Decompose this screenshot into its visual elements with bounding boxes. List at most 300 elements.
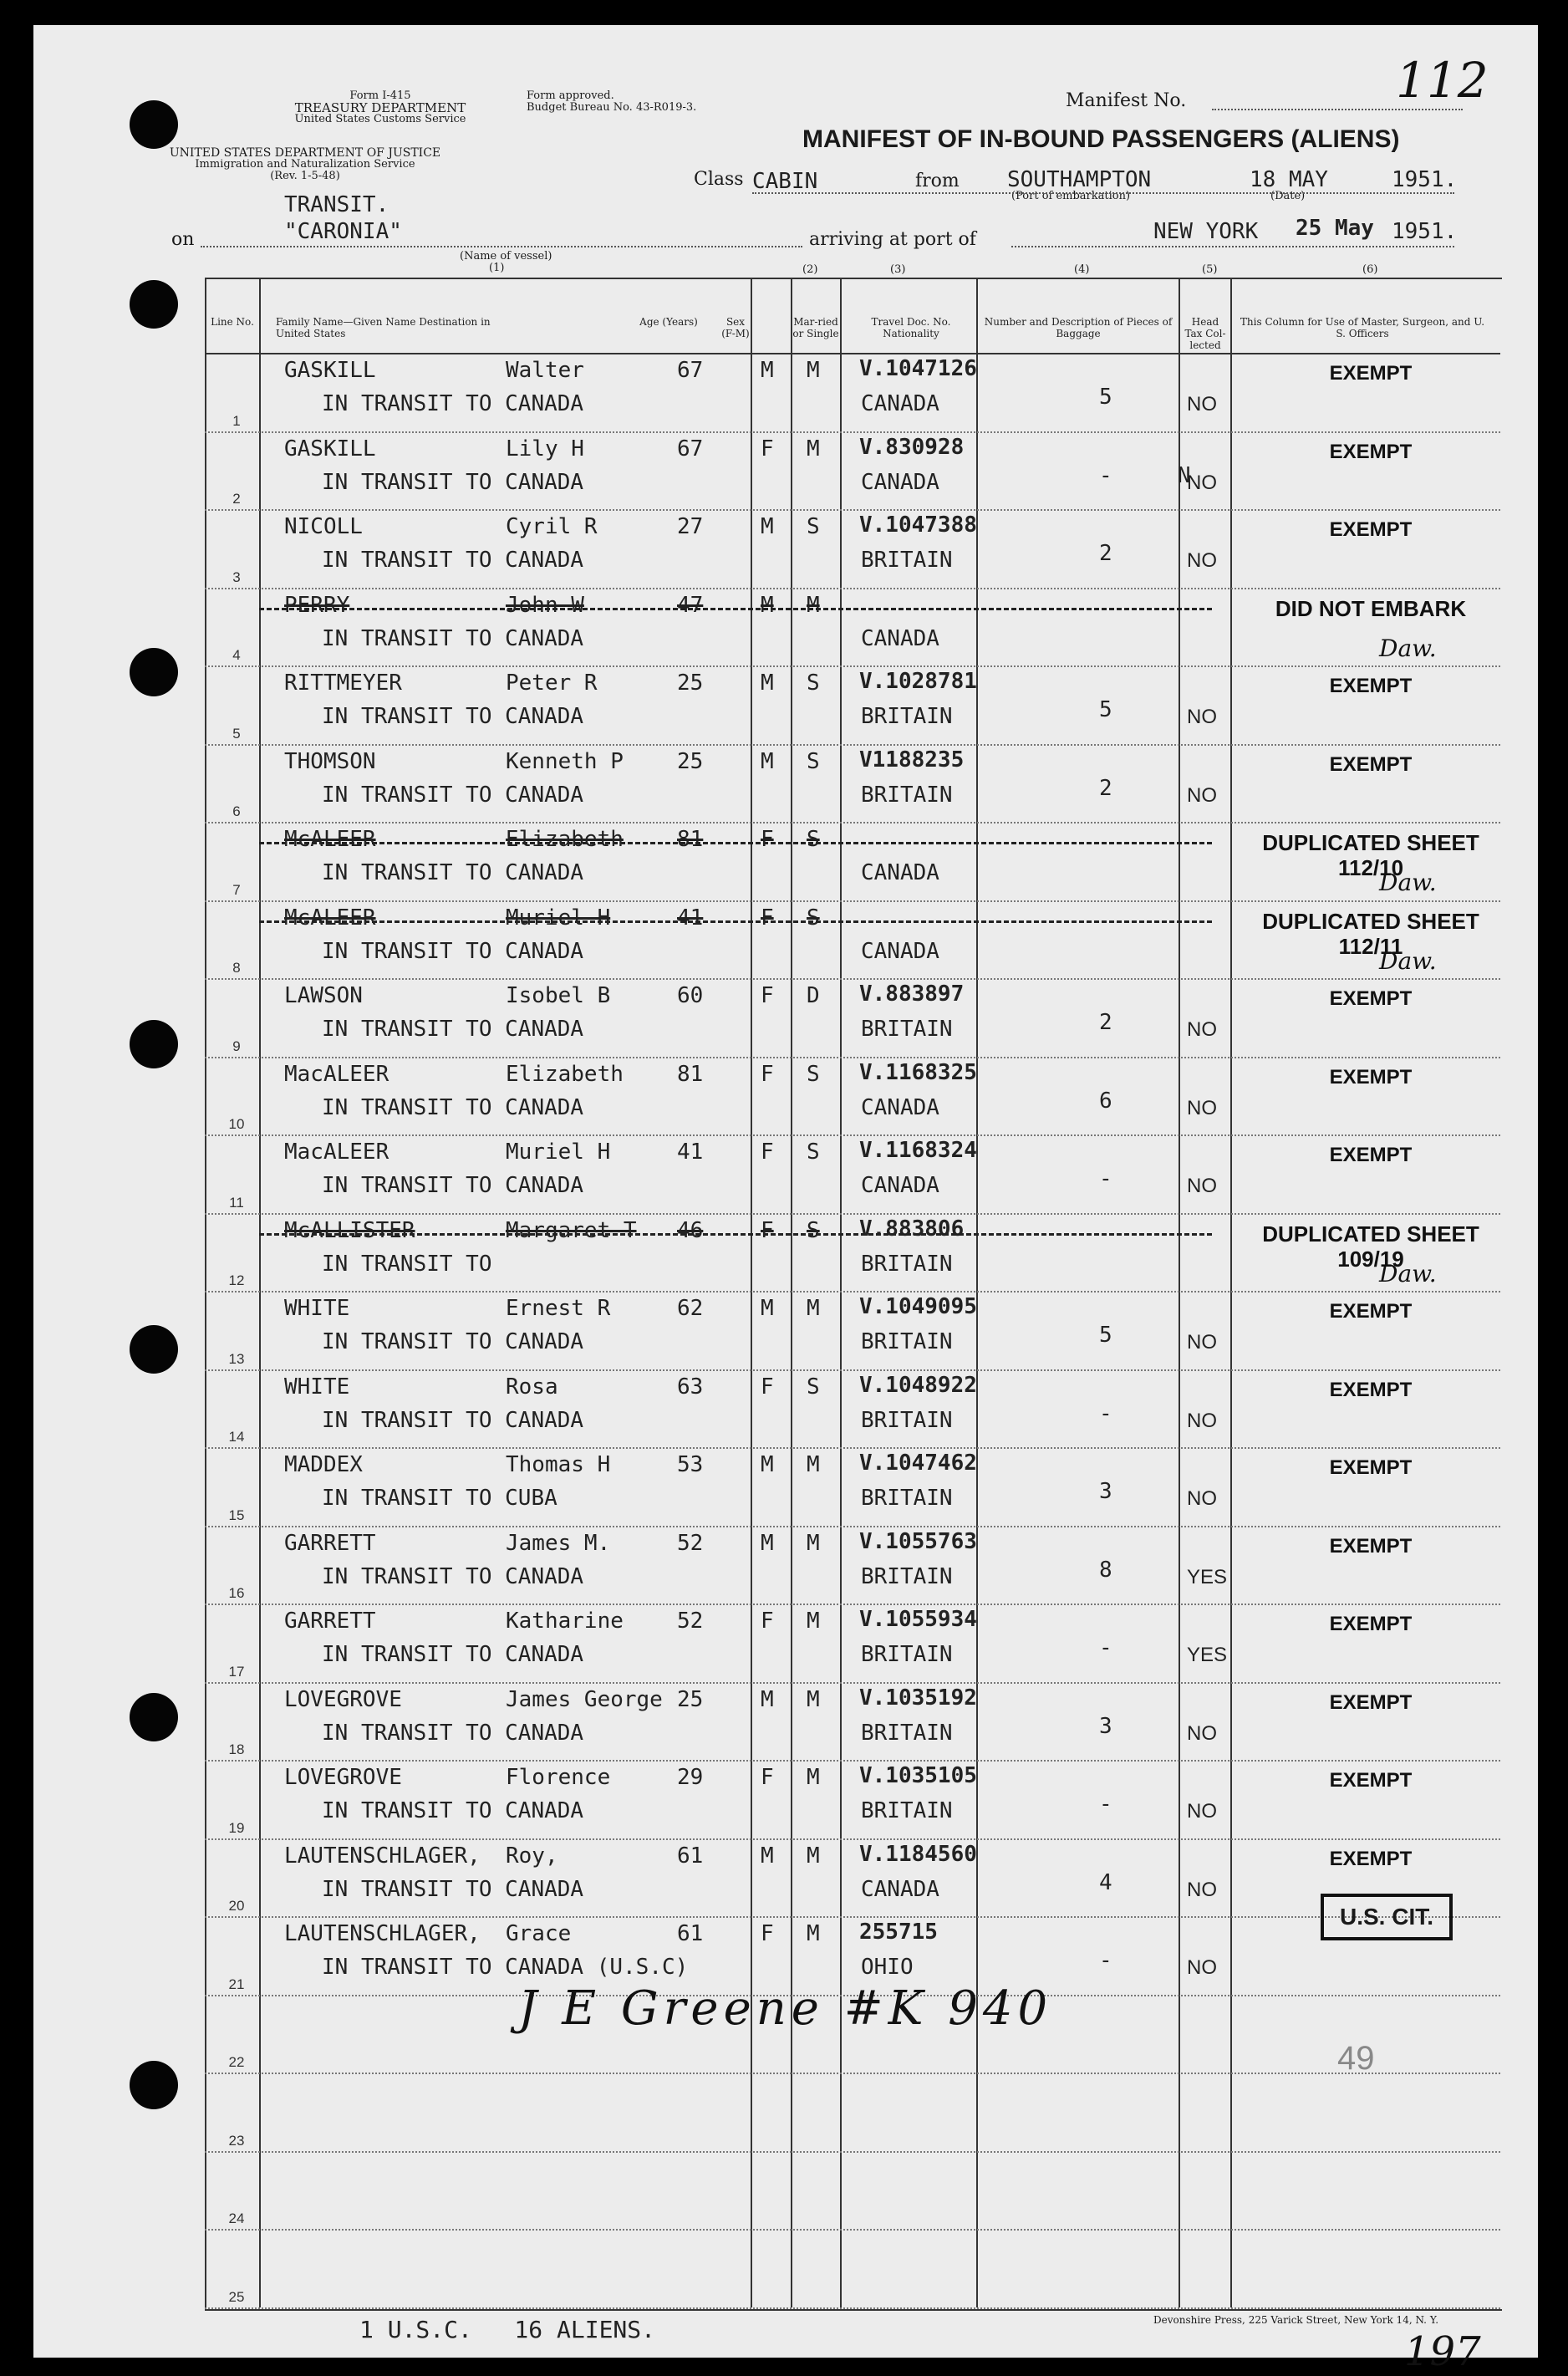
travel-doc-number: V.1047388 (859, 512, 977, 538)
age: 67 (677, 358, 704, 383)
nationality: BRITAIN (861, 548, 953, 573)
age: 25 (677, 670, 704, 696)
travel-doc-number: V.1055934 (859, 1607, 977, 1632)
officer-note: EXEMPT (1329, 1769, 1413, 1792)
travel-doc-number: V.1035105 (859, 1763, 977, 1788)
travel-doc-number: V1188235 (859, 747, 965, 772)
destination: IN TRANSIT TO CANADA (322, 1329, 584, 1354)
row-divider (205, 1213, 1500, 1215)
binder-hole (130, 1693, 178, 1741)
given-name: James George (506, 1686, 663, 1712)
form-revision: (Rev. 1-5-48) (270, 170, 340, 182)
col-divider (259, 278, 261, 2307)
nationality: BRITAIN (861, 1329, 953, 1354)
manifest-number: 112 (1396, 52, 1489, 109)
sex: M (761, 1843, 774, 1869)
baggage-count: - (1099, 1400, 1112, 1426)
given-name: Isobel B (506, 983, 611, 1008)
manifest-summary: 1 U.S.C. 16 ALIENS. (359, 2316, 656, 2343)
officer-initials: Daw. (1379, 869, 1437, 896)
given-name: Kenneth P (506, 748, 624, 774)
marital-status: M (807, 592, 820, 618)
travel-doc-number: V.1047126 (859, 356, 977, 381)
sex: M (761, 358, 774, 383)
destination: IN TRANSIT TO CANADA (322, 1017, 584, 1042)
port-embarkation-label: (Port of embarkation) (1011, 190, 1131, 202)
column-1-number: (1) (489, 262, 505, 274)
col-header-head-tax: Head Tax Col-lected (1184, 316, 1226, 351)
row-divider (205, 2229, 1500, 2231)
destination: IN TRANSIT TO CANADA (322, 1798, 584, 1823)
head-tax: NO (1187, 1878, 1217, 1901)
departure-date: 18 MAY (1250, 167, 1328, 192)
travel-doc-number: V.1168324 (859, 1138, 977, 1163)
class-label: Class (694, 169, 744, 190)
nationality: BRITAIN (861, 704, 953, 729)
row-divider (205, 509, 1500, 511)
given-name: Lily H (506, 436, 584, 461)
sex: F (761, 905, 774, 931)
baggage-count: 2 (1099, 541, 1112, 566)
destination: IN TRANSIT TO CANADA (U.S.C) (322, 1955, 689, 1980)
from-label: from (915, 171, 960, 191)
destination: IN TRANSIT TO CANADA (322, 625, 584, 651)
officer-note: EXEMPT (1329, 1378, 1413, 1401)
customs-service: United States Customs Service (294, 113, 466, 125)
officer-initials: Daw. (1379, 1259, 1437, 1287)
nationality: BRITAIN (861, 1251, 953, 1277)
col-divider (1230, 278, 1232, 2307)
line-number: 20 (228, 1898, 245, 1914)
marital-status: M (807, 1530, 820, 1556)
line-number: 21 (228, 1976, 245, 1992)
destination: IN TRANSIT TO CANADA (322, 1642, 584, 1667)
marital-status: S (807, 670, 820, 696)
destination: IN TRANSIT TO CANADA (322, 548, 584, 573)
destination: IN TRANSIT TO CANADA (322, 469, 584, 495)
line-number: 14 (228, 1429, 245, 1445)
col-header-travel-doc: Travel Doc. No. Nationality (871, 316, 951, 339)
age: 67 (677, 436, 704, 461)
baggage-count: 5 (1099, 385, 1112, 410)
marital-status: M (807, 1843, 820, 1869)
head-tax: NO (1187, 1331, 1217, 1354)
row-divider (205, 1838, 1500, 1840)
head-tax: NO (1187, 1487, 1217, 1510)
page-mark: 197 (1404, 2328, 1481, 2375)
date-label: (Date) (1270, 190, 1306, 202)
row-divider (205, 2307, 1500, 2309)
destination: IN TRANSIT TO CANADA (322, 1563, 584, 1589)
travel-doc-number: V.883897 (859, 982, 965, 1007)
line-number: 15 (228, 1507, 245, 1523)
age: 25 (677, 1686, 704, 1712)
nationality: CANADA (861, 391, 939, 416)
on-label: on (171, 229, 195, 250)
marital-status: S (807, 1061, 820, 1087)
nationality: BRITAIN (861, 1720, 953, 1746)
line-number: 13 (228, 1350, 245, 1367)
row-divider (205, 1604, 1500, 1605)
age: 41 (677, 905, 704, 931)
column-5-number: (5) (1202, 263, 1218, 276)
row-divider (205, 588, 1500, 589)
age: 47 (677, 592, 704, 618)
line-number: 7 (232, 881, 241, 898)
given-name: Margaret T (506, 1217, 637, 1243)
column-4-number: (4) (1074, 263, 1090, 276)
family-name: WHITE (284, 1296, 350, 1321)
baggage-count: 2 (1099, 775, 1112, 801)
destination: IN TRANSIT TO CANADA (322, 1407, 584, 1433)
family-name: LAWSON (284, 983, 363, 1008)
age: 63 (677, 1374, 704, 1400)
nationality: BRITAIN (861, 1798, 953, 1823)
baggage-count: 8 (1099, 1557, 1112, 1583)
age: 53 (677, 1452, 704, 1477)
row-divider (205, 744, 1500, 746)
binder-hole (130, 648, 178, 696)
line-number: 24 (228, 2210, 245, 2226)
family-name: RITTMEYER (284, 670, 402, 696)
row-divider (205, 1134, 1500, 1136)
marital-status: M (807, 1921, 820, 1946)
sex: F (761, 1061, 774, 1087)
given-name: Thomas H (506, 1452, 611, 1477)
sex: F (761, 1374, 774, 1400)
family-name: WHITE (284, 1374, 350, 1400)
line-number: 3 (232, 569, 241, 585)
nationality: BRITAIN (861, 782, 953, 808)
binder-hole (130, 1325, 178, 1374)
baggage-count: 2 (1099, 1010, 1112, 1035)
marital-status: M (807, 1452, 820, 1477)
marital-status: D (807, 983, 820, 1008)
family-name: MacALEER (284, 1061, 389, 1087)
officer-note: EXEMPT (1329, 1456, 1413, 1479)
baggage-count: 3 (1099, 1479, 1112, 1504)
row-divider (205, 1057, 1500, 1058)
baggage-count: 5 (1099, 697, 1112, 722)
travel-doc-number: V.1168325 (859, 1059, 977, 1085)
age: 52 (677, 1530, 704, 1556)
age: 52 (677, 1609, 704, 1634)
ins-service: Immigration and Naturalization Service (195, 158, 415, 171)
marital-status: S (807, 827, 820, 852)
officer-initials: Daw. (1379, 634, 1437, 662)
arrival-line (1011, 246, 1454, 247)
baggage-count: - (1099, 1635, 1112, 1660)
nationality: OHIO (861, 1955, 914, 1980)
officer-note: DUPLICATED SHEET 112/10 (1262, 830, 1479, 880)
marital-status: M (807, 1686, 820, 1712)
destination: IN TRANSIT TO CANADA (322, 782, 584, 808)
line-number: 18 (228, 1741, 245, 1757)
arrival-date: 25 May (1296, 216, 1374, 241)
manifest-no-label: Manifest No. (1066, 90, 1187, 111)
family-name: MADDEX (284, 1452, 363, 1477)
line-number: 2 (232, 491, 241, 507)
nationality: BRITAIN (861, 1407, 953, 1433)
family-name: LAUTENSCHLAGER, (284, 1921, 481, 1946)
sex: M (761, 1296, 774, 1321)
line-number: 9 (232, 1038, 241, 1054)
vessel-name-label: (Name of vessel) (460, 250, 552, 263)
age: 25 (677, 748, 704, 774)
stamp-mark-49: 49 (1337, 2040, 1375, 2077)
baggage-count: 4 (1099, 1869, 1112, 1895)
travel-doc-number: V.830928 (859, 434, 965, 460)
officer-note: EXEMPT (1329, 752, 1413, 776)
row-divider (205, 431, 1500, 433)
row-divider (205, 978, 1500, 980)
treasury-dept: TREASURY DEPARTMENT (294, 100, 466, 115)
officer-note: DUPLICATED SHEET 109/19 (1262, 1221, 1479, 1272)
age: 27 (677, 514, 704, 539)
marital-status: S (807, 1140, 820, 1165)
col-header-age: Age (Years) (639, 316, 698, 328)
marital-status: S (807, 905, 820, 931)
officer-note: DID NOT EMBARK (1275, 595, 1467, 621)
nationality: BRITAIN (861, 1017, 953, 1042)
given-name: Rosa (506, 1374, 558, 1400)
sex: M (761, 748, 774, 774)
head-tax: NO (1187, 1409, 1217, 1432)
baggage-count: 6 (1099, 1088, 1112, 1114)
sex: F (761, 1217, 774, 1243)
row-divider (205, 900, 1500, 902)
travel-doc-number: V.1055763 (859, 1528, 977, 1554)
form-approved: Form approved. (527, 89, 614, 102)
arriving-label: arriving at port of (809, 229, 976, 250)
baggage-count: - (1099, 1948, 1112, 1973)
baggage-count: - (1099, 1792, 1112, 1817)
col-header-name: Family Name—Given Name Destination in United States (276, 316, 491, 339)
age: 81 (677, 1061, 704, 1087)
baggage-count: - (1099, 1166, 1112, 1191)
given-name: Elizabeth (506, 1061, 624, 1087)
age: 61 (677, 1921, 704, 1946)
head-tax: NO (1187, 706, 1217, 728)
given-name: Walter (506, 358, 584, 383)
row-divider (205, 1447, 1500, 1449)
row-divider (205, 1916, 1500, 1918)
head-tax: NO (1187, 471, 1217, 494)
baggage-count: - N (1099, 462, 1191, 488)
justice-dept: UNITED STATES DEPARTMENT OF JUSTICE (169, 146, 441, 160)
column-2-number: (2) (802, 263, 818, 276)
travel-doc-number: V.1049095 (859, 1294, 977, 1319)
head-tax: NO (1187, 1175, 1217, 1197)
form-header-justice (167, 147, 443, 182)
sex: F (761, 1140, 774, 1165)
given-name: Ernest R (506, 1296, 611, 1321)
head-tax: NO (1187, 1721, 1217, 1745)
marital-status: S (807, 1374, 820, 1400)
nationality: CANADA (861, 938, 939, 964)
line-number: 8 (232, 960, 241, 976)
head-tax: NO (1187, 1800, 1217, 1823)
vessel-line (201, 246, 802, 247)
age: 81 (677, 827, 704, 852)
column-3-number: (3) (890, 263, 906, 276)
nationality: BRITAIN (861, 1563, 953, 1589)
marital-status: S (807, 748, 820, 774)
budget-bureau: Budget Bureau No. 43-R019-3. (527, 101, 697, 114)
sex: M (761, 670, 774, 696)
family-name: LOVEGROVE (284, 1765, 402, 1790)
marital-status: M (807, 1609, 820, 1634)
sex: M (761, 1452, 774, 1477)
nationality: CANADA (861, 1094, 939, 1120)
destination: IN TRANSIT TO CANADA (322, 1876, 584, 1902)
age: 61 (677, 1843, 704, 1869)
travel-doc-number: V.1047462 (859, 1451, 977, 1476)
destination: IN TRANSIT TO CUBA (322, 1486, 557, 1511)
line-number: 17 (228, 1663, 245, 1680)
struck-line (259, 920, 1212, 923)
family-name: LAUTENSCHLAGER, (284, 1843, 481, 1869)
sex: F (761, 436, 774, 461)
officer-initials: Daw. (1379, 946, 1437, 975)
row-divider (205, 2151, 1500, 2153)
family-name: McALEER (284, 905, 376, 931)
column-6-number: (6) (1362, 263, 1378, 276)
arrival-year: 1951. (1392, 219, 1458, 244)
line-number: 6 (232, 803, 241, 819)
given-name: Roy, (506, 1843, 558, 1869)
class-value: CABIN (752, 169, 818, 194)
line-number: 4 (232, 647, 241, 663)
us-citizen-stamp: U.S. CIT. (1321, 1894, 1453, 1940)
travel-doc-number: V.1184560 (859, 1841, 977, 1867)
arrival-port: NEW YORK (1153, 219, 1259, 244)
given-name: James M. (506, 1530, 611, 1556)
officer-note: EXEMPT (1329, 1144, 1413, 1166)
nationality: CANADA (861, 625, 939, 651)
officer-note: DUPLICATED SHEET 112/11 (1262, 908, 1479, 959)
header-rule (205, 353, 1500, 354)
head-tax: YES (1187, 1565, 1228, 1588)
binder-hole (130, 1020, 178, 1068)
sex: F (761, 827, 774, 852)
age: 41 (677, 1140, 704, 1165)
manifest-no-line (1212, 109, 1463, 110)
officer-note: EXEMPT (1329, 1613, 1413, 1635)
row-divider (205, 822, 1500, 823)
travel-doc-number: V.883806 (859, 1216, 965, 1242)
departure-year: 1951. (1392, 167, 1458, 192)
binder-hole (130, 100, 178, 149)
row-divider (205, 1760, 1500, 1762)
family-name: LOVEGROVE (284, 1686, 402, 1712)
col-header-line-no: Line No. (211, 316, 254, 328)
marital-status: S (807, 514, 820, 539)
given-name: Elizabeth (506, 827, 624, 852)
sex: F (761, 1921, 774, 1946)
officer-note: EXEMPT (1329, 518, 1413, 541)
col-header-officers: This Column for Use of Master, Surgeon, and U. S. Officers (1240, 316, 1485, 339)
given-name: Cyril R (506, 514, 598, 539)
line-number: 5 (232, 725, 241, 742)
row-divider (205, 1682, 1500, 1684)
given-name: Katharine (506, 1609, 624, 1634)
nationality: CANADA (861, 469, 939, 495)
family-name: THOMSON (284, 748, 376, 774)
sex: M (761, 1686, 774, 1712)
destination: IN TRANSIT TO CANADA (322, 1720, 584, 1746)
marital-status: M (807, 358, 820, 383)
family-name: PERRY (284, 592, 350, 618)
age: 60 (677, 983, 704, 1008)
head-tax: YES (1187, 1644, 1228, 1666)
sex: F (761, 983, 774, 1008)
officer-note: EXEMPT (1329, 440, 1413, 463)
officer-note: EXEMPT (1329, 1534, 1413, 1558)
family-name: GARRETT (284, 1609, 376, 1634)
destination: IN TRANSIT TO CANADA (322, 704, 584, 729)
col-divider (1179, 278, 1180, 2307)
row-divider (205, 665, 1500, 667)
nationality: CANADA (861, 1173, 939, 1198)
age: 62 (677, 1296, 704, 1321)
head-tax: NO (1187, 1956, 1217, 1979)
given-name: Florence (506, 1765, 611, 1790)
line-number: 16 (228, 1585, 245, 1601)
manifest-title: MANIFEST OF IN-BOUND PASSENGERS (ALIENS) (802, 125, 1400, 153)
baggage-count: 5 (1099, 1323, 1112, 1348)
family-name: MacALEER (284, 1140, 389, 1165)
officer-note: EXEMPT (1329, 1690, 1413, 1714)
form-header-treasury (276, 90, 485, 125)
family-name: McALEER (284, 827, 376, 852)
family-name: GARRETT (284, 1530, 376, 1556)
family-name: GASKILL (284, 358, 376, 383)
marital-status: S (807, 1217, 820, 1243)
row-divider (205, 1291, 1500, 1293)
line-number: 12 (228, 1272, 245, 1288)
head-tax: NO (1187, 393, 1217, 416)
destination: IN TRANSIT TO CANADA (322, 860, 584, 885)
row-divider (205, 2073, 1500, 2074)
col-header-baggage: Number and Description of Pieces of Baggage (984, 316, 1173, 339)
class-line (752, 192, 1454, 194)
nationality: BRITAIN (861, 1486, 953, 1511)
struck-line (259, 842, 1212, 844)
destination: IN TRANSIT TO CANADA (322, 391, 584, 416)
baggage-count: 3 (1099, 1713, 1112, 1739)
from-port: SOUTHAMPTON (1007, 167, 1152, 192)
officer-note: EXEMPT (1329, 1065, 1413, 1089)
form-approval (527, 89, 697, 114)
marital-status: M (807, 1765, 820, 1790)
line-number: 1 (232, 412, 241, 429)
given-name: Grace (506, 1921, 572, 1946)
travel-doc-number: V.1048922 (859, 1372, 977, 1398)
line-number: 25 (228, 2288, 245, 2305)
form-number: Form I-415 (349, 89, 411, 102)
nationality: CANADA (861, 1876, 939, 1902)
handwritten-signature: J E Greene #K 940 (518, 1981, 1053, 2036)
destination: IN TRANSIT TO (322, 1251, 492, 1277)
officer-note: EXEMPT (1329, 675, 1413, 697)
destination: IN TRANSIT TO CANADA (322, 1173, 584, 1198)
head-tax: NO (1187, 1096, 1217, 1119)
col-header-sex: Sex (F-M) (721, 316, 750, 339)
given-name: Muriel H (506, 1140, 611, 1165)
line-number: 22 (228, 2054, 245, 2070)
marital-status: M (807, 436, 820, 461)
